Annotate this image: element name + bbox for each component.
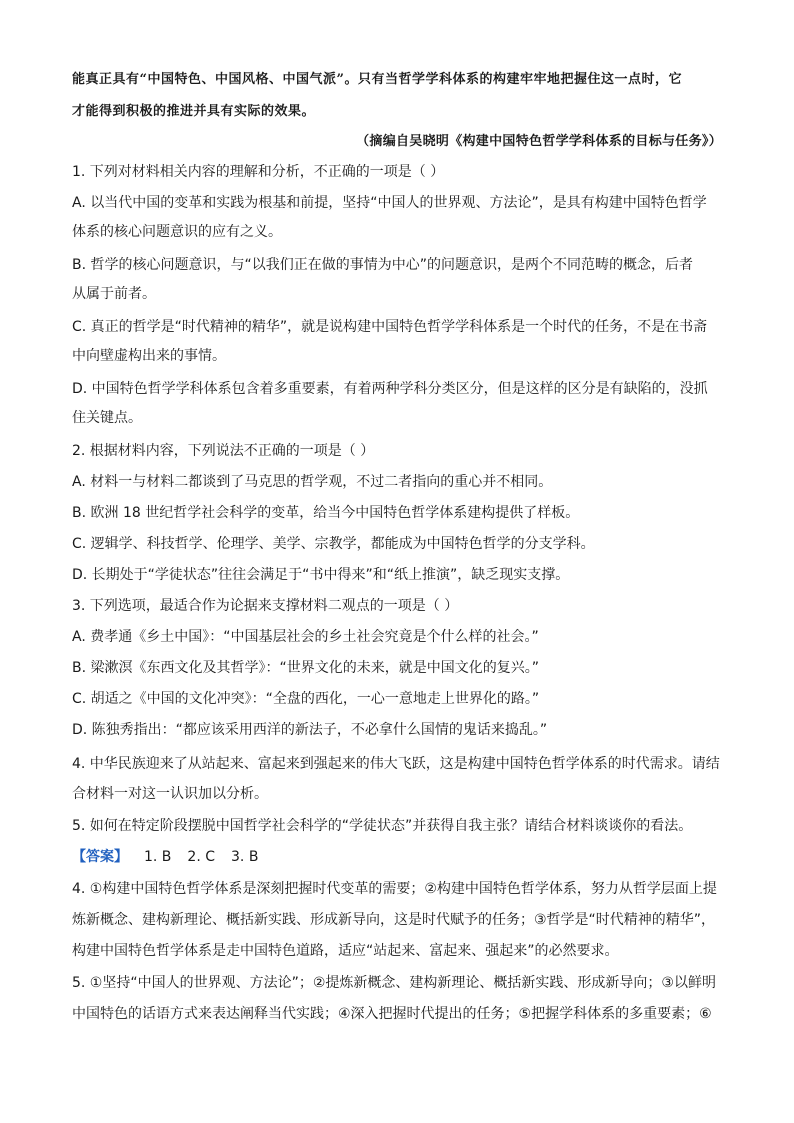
- q4-line-1: 4. 中华民族迎来了从站起来、富起来到强起来的伟大飞跃，这是构建中国特色哲学体系的时代需求。请结: [72, 756, 720, 772]
- answer-q4-line-3: 构建中国特色哲学体系是走中国特色道路，适应“站起来、富起来、强起来”的必然要求。: [72, 943, 619, 959]
- q3-option-a: A. 费孝通《乡土中国》：“中国基层社会的乡土社会究竟是个什么样的社会。”: [72, 629, 539, 645]
- answer-q5-line-2: 中国特色的话语方式来表达阐释当代实践；④深入把握时代提出的任务；⑤把握学科体系的多重要素；⑥: [72, 1006, 712, 1022]
- q3-option-c: C. 胡适之《中国的文化冲突》：“全盘的西化，一心一意地走上世界化的路。”: [72, 691, 540, 707]
- intro-line-2: 才能得到积极的推进并具有实际的效果。: [72, 104, 316, 119]
- q2-option-a: A. 材料一与材料二都谈到了马克思的哲学观，不过二者指向的重心并不相同。: [72, 474, 553, 490]
- q2-stem: 2. 根据材料内容，下列说法不正确的一项是（ ）: [72, 443, 375, 459]
- q2-option-c: C. 逻辑学、科技哲学、伦理学、美学、宗教学，都能成为中国特色哲学的分支学科。: [72, 536, 595, 552]
- q1-option-c-line2: 中向壁虚构出来的事情。: [72, 348, 226, 364]
- q1-option-b-line1: B. 哲学的核心问题意识，与“以我们正在做的事情为中心”的问题意识，是两个不同范畴的概念，后者: [72, 257, 694, 273]
- q3-option-d: D. 陈独秀指出：“都应该采用西洋的新法子，不必拿什么国情的鬼话来捣乱。”: [72, 722, 548, 738]
- q1-option-d-line1: D. 中国特色哲学学科体系包含着多重要素，有着两种学科分类区分，但是这样的区分是有缺陷的，没抓: [72, 381, 708, 397]
- q1-stem: 1. 下列对材料相关内容的理解和分析，不正确的一项是（ ）: [72, 164, 445, 180]
- q1-option-c-line1: C. 真正的哲学是“时代精神的精华”，就是说构建中国特色哲学学科体系是一个时代的任务，不是在书斋: [72, 319, 708, 335]
- q1-option-a-line2: 体系的核心问题意识的应有之义。: [72, 224, 282, 240]
- answer-q5-line-1: 5. ①坚持“中国人的世界观、方法论”；②提炼新概念、建构新理论、概括新实践、形成新导向；③以鲜明: [72, 975, 716, 991]
- answer-1: 1. B: [144, 849, 172, 865]
- q1-option-b-line2: 从属于前者。: [72, 286, 156, 302]
- q1-option-d-line2: 住关键点。: [72, 410, 142, 426]
- q4-line-2: 合材料一对这一认识加以分析。: [72, 786, 268, 802]
- q3-stem: 3. 下列选项，最适合作为论据来支撑材料二观点的一项是（ ）: [72, 598, 459, 614]
- q1-option-a-line1: A. 以当代中国的变革和实践为根基和前提，坚持“中国人的世界观、方法论”，是具有构建中国特色哲学: [72, 195, 707, 211]
- q5-line-1: 5. 如何在特定阶段摆脱中国哲学社会科学的“学徒状态”并获得自我主张？请结合材料谈谈你的看法。: [72, 818, 693, 834]
- q2-option-b: B. 欧洲 18 世纪哲学社会科学的变革，给当今中国特色哲学体系建构提供了样板。: [72, 505, 580, 521]
- q3-option-b: B. 梁漱溟《东西文化及其哲学》：“世界文化的未来，就是中国文化的复兴。”: [72, 660, 540, 676]
- answer-key-row: [72, 847, 728, 867]
- answer-2: 2. C: [187, 849, 216, 865]
- answer-q4-line-2: 炼新概念、建构新理论、概括新实践、形成新导向，这是时代赋予的任务；③哲学是“时代精神的精华”，: [72, 912, 716, 928]
- q2-option-d: D. 长期处于“学徒状态”往往会满足于“书中得来”和“纸上推演”，缺乏现实支撑。: [72, 567, 570, 583]
- answer-3: 3. B: [231, 849, 259, 865]
- answer-tag: 【答案】: [72, 849, 128, 865]
- source-citation: （摘编自吴晓明《构建中国特色哲学学科体系的目标与任务》）: [356, 134, 722, 149]
- answer-q4-line-1: 4. ①构建中国特色哲学体系是深刻把握时代变革的需要；②构建中国特色哲学体系，努力从哲学层面上提: [72, 881, 717, 897]
- intro-line-1: 能真正具有“中国特色、中国风格、中国气派”。只有当哲学学科体系的构建牢牢地把握住这一点时，它: [72, 72, 682, 87]
